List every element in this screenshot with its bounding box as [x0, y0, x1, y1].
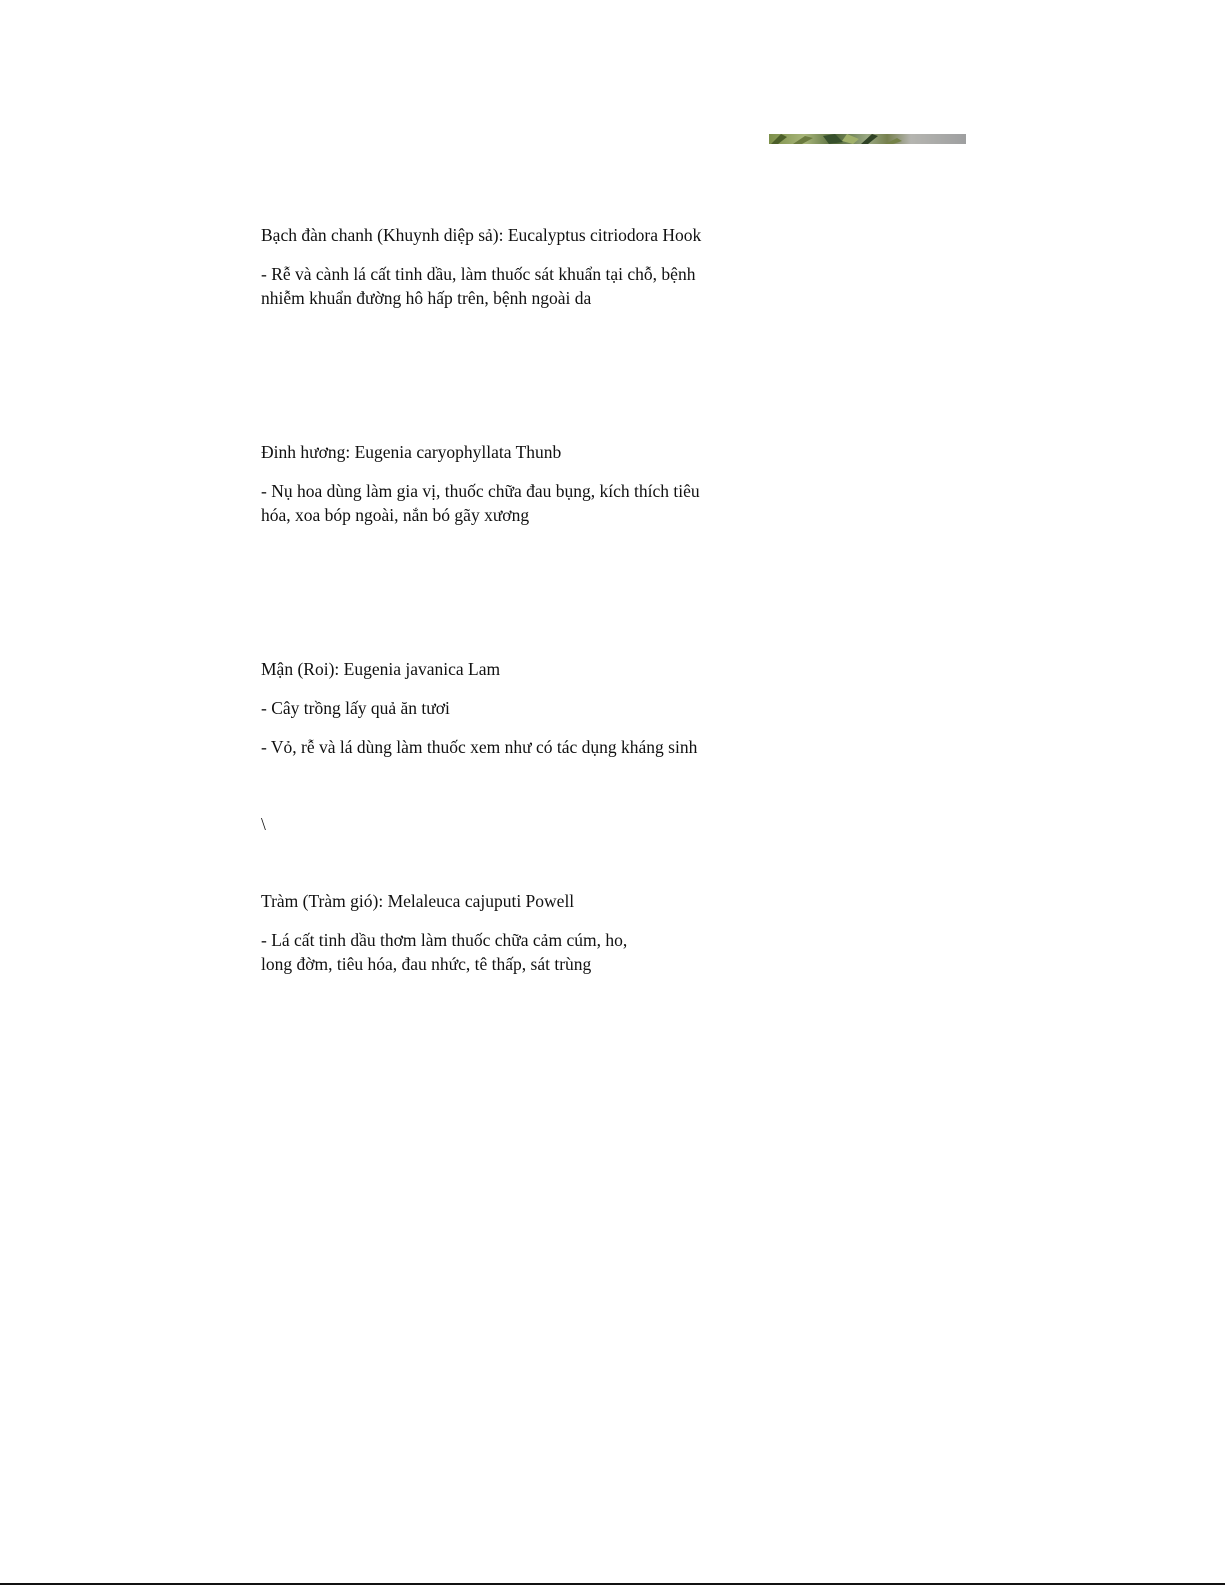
section-4-line-1: - Lá cất tinh dầu thơm làm thuốc chữa cảm cúm, ho, — [261, 930, 628, 950]
section-1-heading: Bạch đàn chanh (Khuynh diệp sả): Eucalyptus citriodora Hook — [261, 225, 702, 245]
section-2-line-1: - Nụ hoa dùng làm gia vị, thuốc chữa đau bụng, kích thích tiêu — [261, 481, 700, 501]
leaf-photo-image — [769, 134, 966, 144]
section-4-heading: Tràm (Tràm gió): Melaleuca cajuputi Powell — [261, 891, 575, 911]
section-4-line-2: long đờm, tiêu hóa, đau nhức, tê thấp, sát trùng — [261, 954, 592, 974]
plant-photo-fragment — [769, 134, 966, 144]
section-3-line-2: - Vỏ, rễ và lá dùng làm thuốc xem như có tác dụng kháng sinh — [261, 737, 698, 757]
stray-backslash-mark: \ — [261, 814, 266, 834]
section-2-heading: Đinh hương: Eugenia caryophyllata Thunb — [261, 442, 562, 462]
section-3-heading: Mận (Roi): Eugenia javanica Lam — [261, 659, 501, 679]
section-3-line-1: - Cây trồng lấy quả ăn tươi — [261, 698, 450, 718]
section-1-line-1: - Rễ và cành lá cất tinh dầu, làm thuốc sát khuẩn tại chỗ, bệnh — [261, 264, 696, 284]
section-2-line-2: hóa, xoa bóp ngoài, nắn bó gãy xương — [261, 505, 530, 525]
section-1-line-2: nhiễm khuẩn đường hô hấp trên, bệnh ngoài da — [261, 288, 592, 308]
